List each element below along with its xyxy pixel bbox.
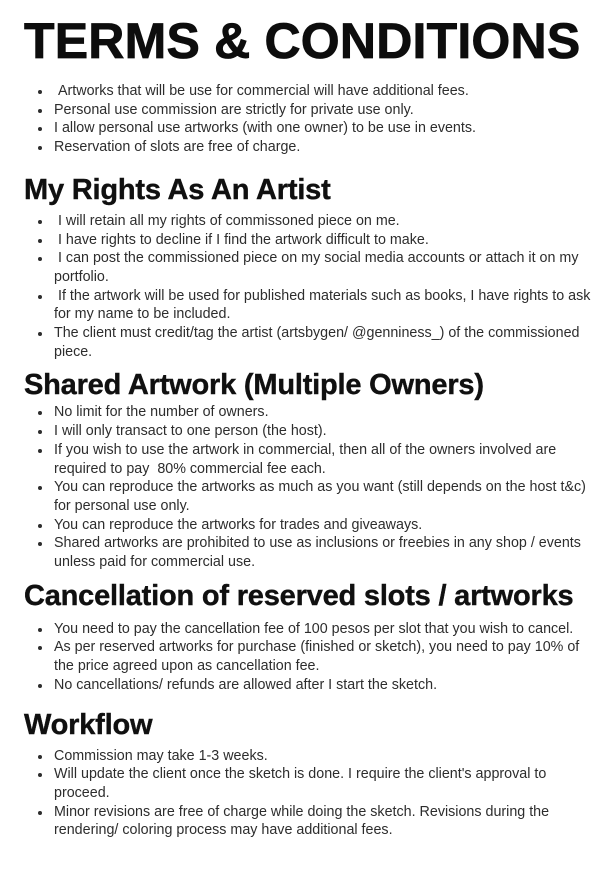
- section-my-rights-as-an-artist: [24, 175, 600, 362]
- section-workflow: [24, 710, 600, 841]
- section-heading: Shared Artwork (Multiple Owners): [24, 369, 484, 402]
- list-item: • No limit for the number of owners.: [52, 403, 600, 422]
- list-item: • You can reproduce the artworks for trades and giveaways.: [52, 516, 600, 535]
- list-item: • You can reproduce the artworks as much as you want (still depends on the host t&c) for personal use only.: [52, 478, 600, 515]
- bullet-list-shared-artwork: [24, 403, 600, 571]
- list-item: • I allow personal use artworks (with one owner) to be use in events.: [52, 119, 600, 138]
- list-item: • If you wish to use the artwork in commercial, then all of the owners involved are required to pay 80% commercial fee each.: [52, 441, 600, 478]
- list-item: • I will only transact to one person (the host).: [52, 422, 600, 441]
- list-item: • Commission may take 1-3 weeks.: [52, 747, 600, 766]
- bullet-list-general: [24, 82, 600, 157]
- section-general-terms: [24, 82, 600, 157]
- page-title: TERMS & CONDITIONS: [24, 13, 581, 69]
- list-item: • The client must credit/tag the artist (artsbygen/ @genniness_) of the commissioned piece.: [52, 324, 600, 361]
- section-heading: Cancellation of reserved slots / artworks: [24, 579, 574, 612]
- list-item: • As per reserved artworks for purchase (finished or sketch), you need to pay 10% of the price agreed upon as cancellation fee.: [52, 638, 600, 675]
- list-item: • Artworks that will be use for commercial will have additional fees.: [52, 82, 600, 101]
- list-item: • I can post the commissioned piece on my social media accounts or attach it on my portfolio.: [52, 249, 600, 286]
- list-item: • I have rights to decline if I find the artwork difficult to make.: [52, 231, 600, 250]
- bullet-list-cancellation: [24, 620, 600, 695]
- list-item: • Shared artworks are prohibited to use as inclusions or freebies in any shop / events unless paid for commercial use.: [52, 534, 600, 571]
- bullet-list-my-rights: [24, 212, 600, 362]
- section-heading: Workflow: [24, 708, 153, 741]
- list-item: • Reservation of slots are free of charge.: [52, 138, 600, 157]
- section-shared-artwork: [24, 370, 600, 571]
- list-item: • Minor revisions are free of charge while doing the sketch. Revisions during the rendering/ coloring process may have additional fees.: [52, 803, 600, 840]
- bullet-list-workflow: [24, 747, 600, 841]
- list-item: • Will update the client once the sketch is done. I require the client's approval to proceed.: [52, 765, 600, 802]
- section-cancellation: [24, 581, 600, 695]
- list-item: • No cancellations/ refunds are allowed after I start the sketch.: [52, 676, 600, 695]
- section-heading: My Rights As An Artist: [24, 173, 331, 206]
- list-item: • Personal use commission are strictly for private use only.: [52, 101, 600, 120]
- list-item: • You need to pay the cancellation fee of 100 pesos per slot that you wish to cancel.: [52, 620, 600, 639]
- list-item: • If the artwork will be used for published materials such as books, I have rights to ask for my name to be included.: [52, 287, 600, 324]
- list-item: • I will retain all my rights of commissoned piece on me.: [52, 212, 600, 231]
